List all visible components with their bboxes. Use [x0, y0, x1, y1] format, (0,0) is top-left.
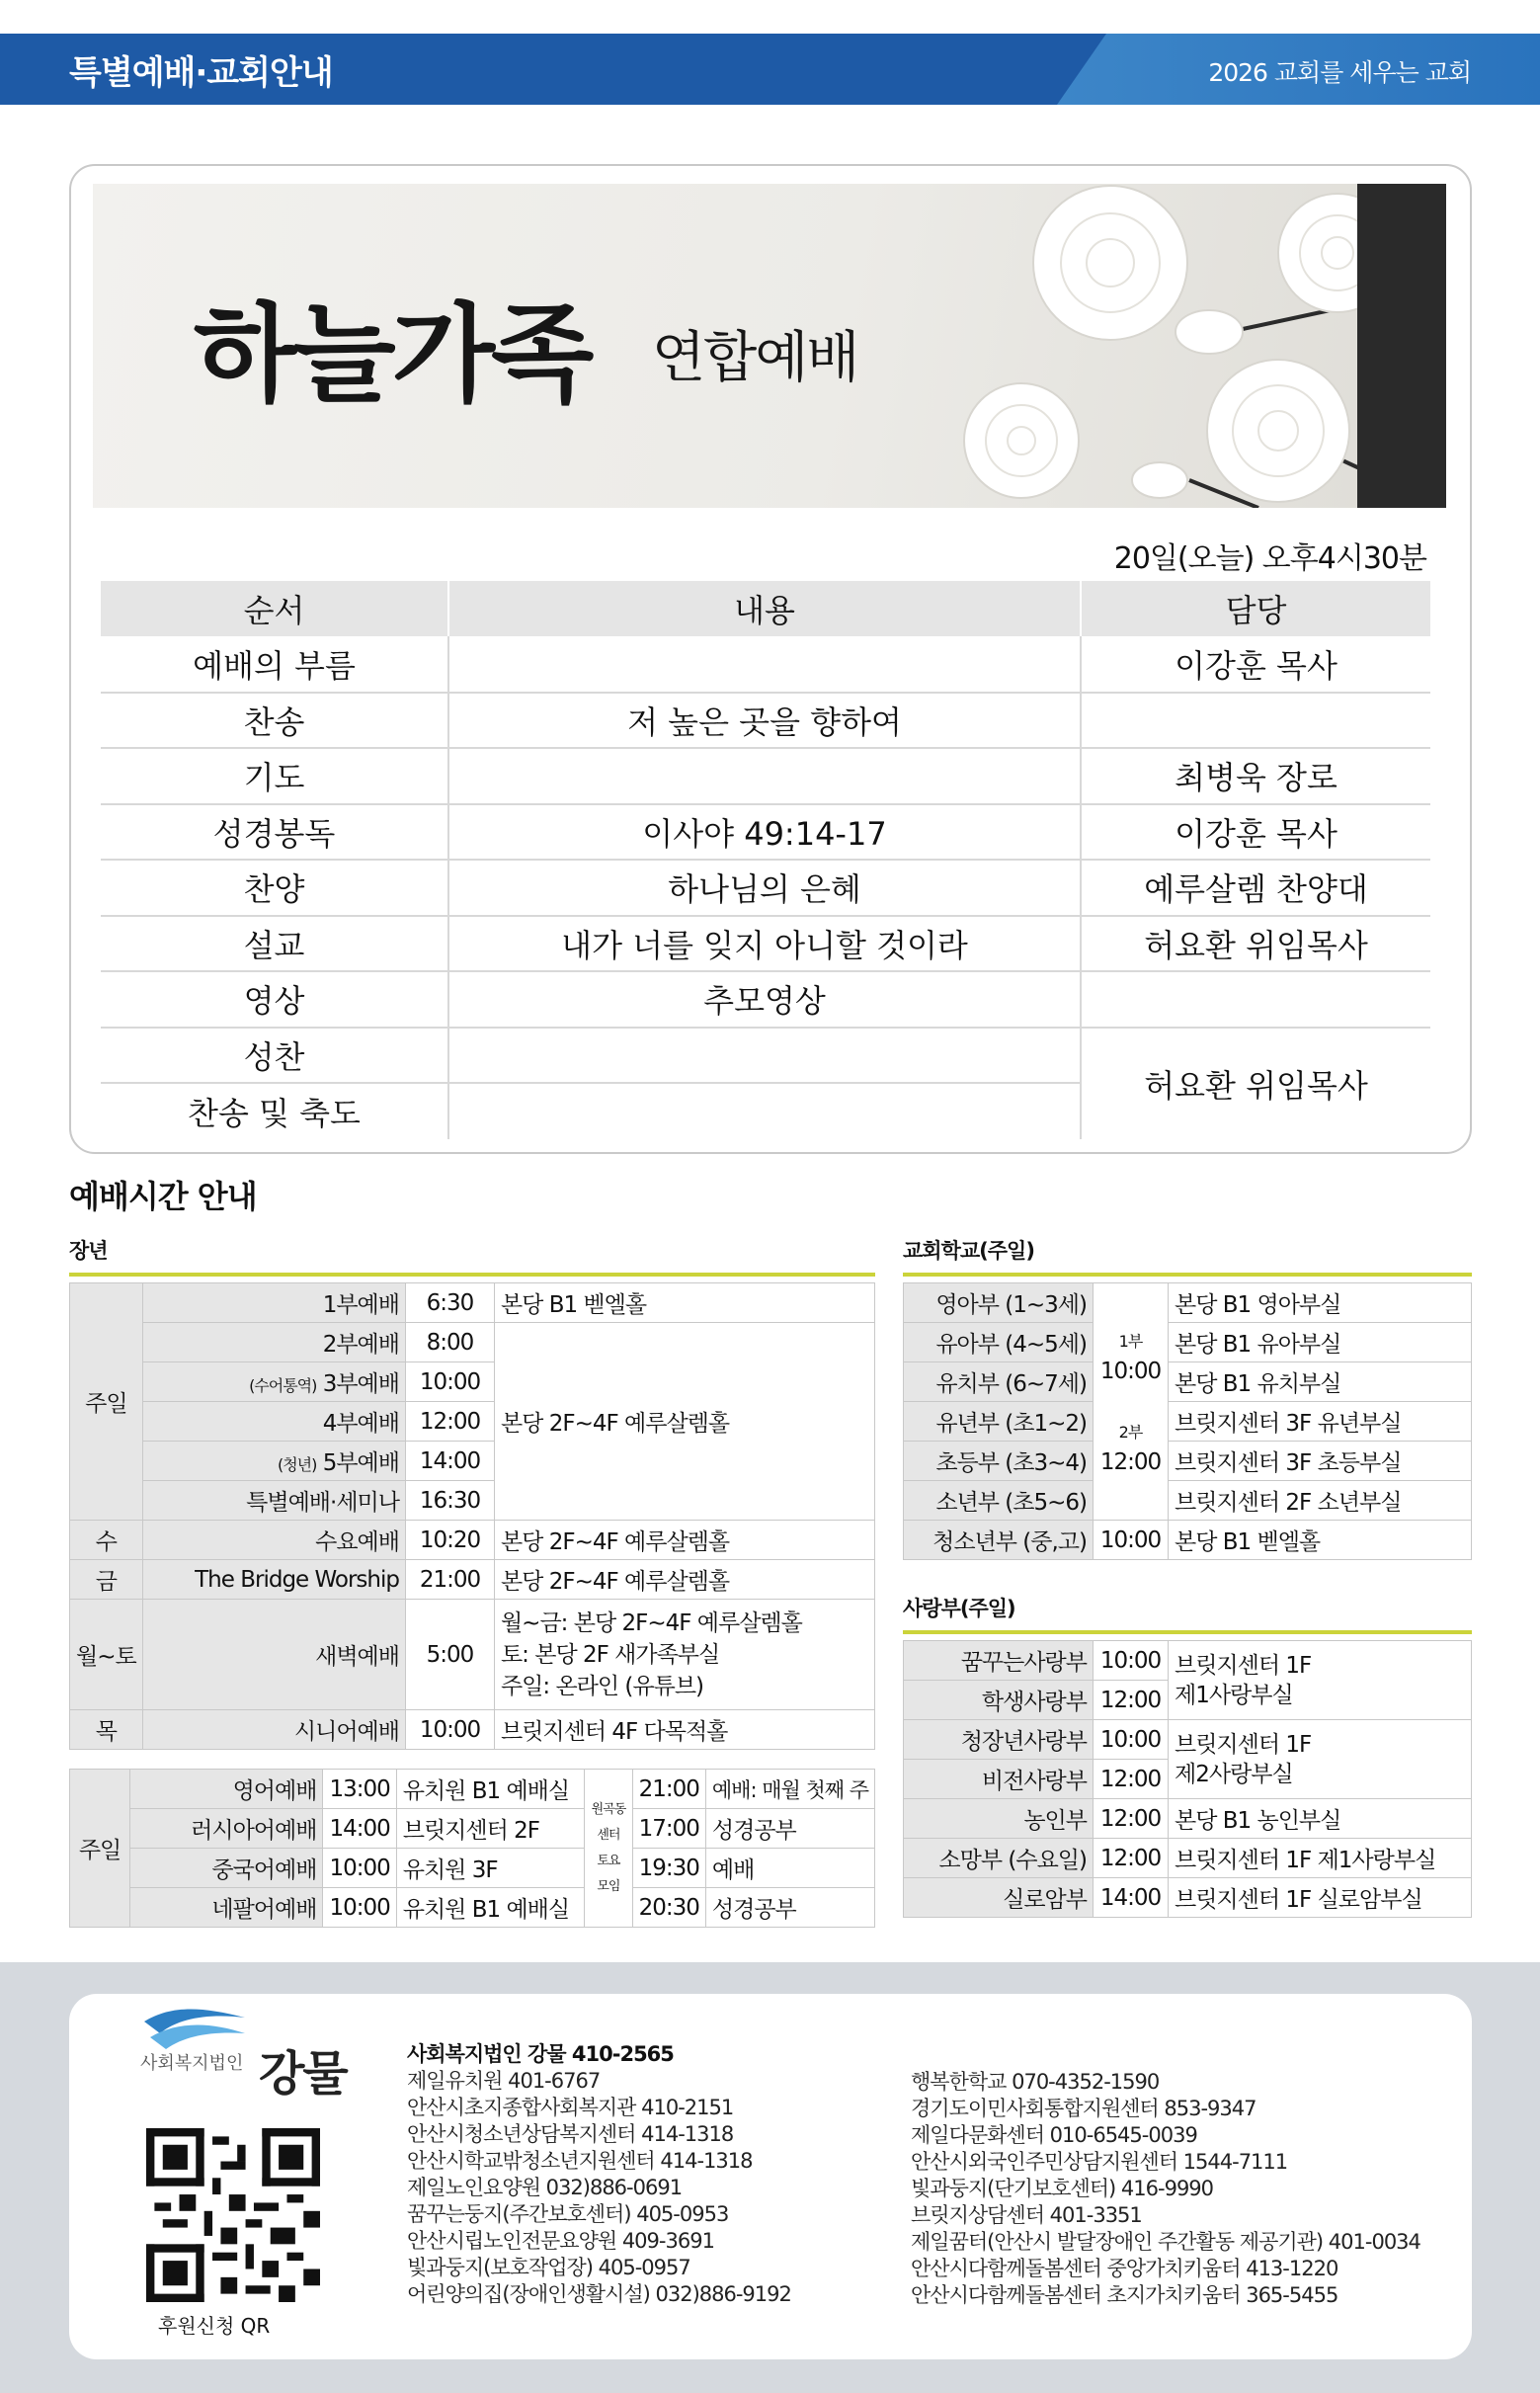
service-place: 유치원 3F [396, 1849, 585, 1888]
service-time: 10:00 [323, 1888, 396, 1928]
department-name: 유치부 (6~7세) [904, 1362, 1094, 1402]
table-row [904, 1839, 1472, 1878]
content-cell: 추모영상 [448, 971, 1081, 1028]
saturday-time: 17:00 [632, 1809, 705, 1849]
banner-title-big: 하늘가족 [194, 293, 591, 417]
worship-datetime: 20일(오늘) 오후4시30분 [1113, 541, 1426, 576]
contact-item: 행복한학교 070-4352-1590 [911, 2070, 1160, 2094]
day-cell: 수 [70, 1521, 143, 1560]
service-place [494, 1600, 874, 1710]
service-name: 러시아어예배 [130, 1809, 323, 1849]
contact-item: 빛과둥지(보호작업장) 405-0957 [407, 2256, 690, 2279]
day-cell: 주일 [70, 1283, 143, 1521]
session-times [1094, 1283, 1169, 1521]
department-place: 브릿지센터 3F 초등부실 [1169, 1442, 1472, 1481]
leader-cell: 허요환 위임목사 [1144, 1066, 1368, 1105]
table-row [70, 1283, 875, 1323]
day-cell: 금 [70, 1560, 143, 1600]
contact-item: 제일노인요양원 032)886-0691 [407, 2176, 683, 2199]
qr-label: 후원신청 QR [158, 2314, 271, 2338]
contact-item: 안산시외국인주민상담지원센터 1544-7111 [911, 2150, 1288, 2174]
dawn-place-saturday: 토: 본당 2F 새가족부실 [500, 1641, 720, 1668]
table-row [904, 1283, 1472, 1323]
place-line: 제2사랑부실 [1175, 1761, 1293, 1787]
wongok-label-part: 모임 [597, 1878, 620, 1894]
session1-label: 1부 [1118, 1331, 1143, 1351]
contact-item: 안산시초지종합사회복지관 410-2151 [407, 2096, 734, 2119]
service-time: 5:00 [405, 1600, 494, 1710]
service-name: 4부예배 [142, 1402, 405, 1442]
table-row [904, 1442, 1472, 1481]
service-name [142, 1362, 405, 1402]
saturday-program: 예배: 매월 첫째 주 [705, 1770, 874, 1809]
department-time: 12:00 [1094, 1839, 1169, 1878]
order-cell: 찬송 및 축도 [188, 1094, 361, 1132]
department-name: 청장년사랑부 [904, 1720, 1094, 1760]
department-name: 청소년부 (중,고) [904, 1521, 1094, 1560]
love-schedule-table [903, 1640, 1472, 1918]
session1-time: 10:00 [1099, 1358, 1162, 1384]
table-row [101, 748, 1430, 804]
department-name: 유아부 (4~5세) [904, 1323, 1094, 1362]
table-row [70, 1888, 875, 1928]
contact-item: 꿈꾸는둥지(주간보호센터) 405-0953 [407, 2202, 729, 2226]
content-cell [448, 636, 1081, 693]
day-cell: 월~토 [70, 1600, 143, 1710]
table-row [904, 1799, 1472, 1839]
banner-dark-edge [1357, 184, 1446, 508]
service-time: 21:00 [405, 1560, 494, 1600]
service-name [142, 1442, 405, 1481]
content-cell: 저 높은 곳을 향하여 [448, 693, 1081, 749]
service-place: 본당 2F~4F 예루살렘홀 [494, 1323, 874, 1521]
contact-item: 안산시청소년상담복지센터 414-1318 [407, 2122, 734, 2146]
wongok-label-part: 원곡동 [591, 1801, 626, 1817]
place-line: 브릿지센터 1F [1175, 1652, 1312, 1679]
service-time: 6:30 [405, 1283, 494, 1323]
contact-item: 제일꿈터(안산시 발달장애인 주간활동 제공기관) 401-0034 [911, 2230, 1420, 2254]
contact-item: 경기도이민사회통합지원센터 853-9347 [911, 2097, 1256, 2120]
service-name: 특별예배·세미나 [142, 1481, 405, 1521]
order-cell: 예배의 부름 [101, 636, 448, 693]
department-time: 14:00 [1094, 1878, 1169, 1918]
table-row [70, 1710, 875, 1750]
wongok-label-part: 토요 [597, 1853, 620, 1868]
department-name: 초등부 (초3~4) [904, 1442, 1094, 1481]
service-name: 네팔어예배 [130, 1888, 323, 1928]
service-time: 14:00 [405, 1442, 494, 1481]
table-row [904, 1521, 1472, 1560]
order-cell: 설교 [101, 916, 448, 972]
header-slogan: 2026 교회를 세우는 교회 [1208, 58, 1471, 87]
department-time: 12:00 [1094, 1799, 1169, 1839]
service-time: 12:00 [405, 1402, 494, 1442]
department-name: 영아부 (1~3세) [904, 1283, 1094, 1323]
service-name-label: 5부예배 [322, 1450, 399, 1476]
order-cell: 찬양 [101, 860, 448, 916]
service-name: 중국어예배 [130, 1849, 323, 1888]
saturday-time: 21:00 [632, 1770, 705, 1809]
table-row [70, 1560, 875, 1600]
table-row [904, 1878, 1472, 1918]
department-place: 본당 B1 유아부실 [1169, 1323, 1472, 1362]
department-place: 본당 B1 유치부실 [1169, 1362, 1472, 1402]
department-place: 본당 B1 농인부실 [1169, 1799, 1472, 1839]
service-time: 10:00 [323, 1849, 396, 1888]
order-cell: 기도 [101, 748, 448, 804]
leader-cell: 이강훈 목사 [1081, 636, 1430, 693]
contact-item: 사회복지법인 강물 410-2565 [407, 2042, 674, 2066]
table-row [904, 1641, 1472, 1681]
service-place: 본당 2F~4F 예루살렘홀 [494, 1560, 874, 1600]
table-row [101, 1028, 1430, 1084]
service-place: 본당 2F~4F 예루살렘홀 [494, 1521, 874, 1560]
table-row [101, 693, 1430, 749]
session-spacer [1099, 1386, 1162, 1418]
service-time: 14:00 [323, 1809, 396, 1849]
adult-schedule-table [69, 1282, 875, 1750]
table-row [70, 1600, 875, 1710]
department-place [1169, 1720, 1472, 1799]
contact-item: 어린양의집(장애인생활시설) 032)886-9192 [407, 2282, 791, 2306]
service-place: 브릿지센터 2F [396, 1809, 585, 1849]
leader-cell: 이강훈 목사 [1081, 804, 1430, 861]
department-time: 10:00 [1094, 1521, 1169, 1560]
department-place: 브릿지센터 3F 유년부실 [1169, 1402, 1472, 1442]
logo-name: 강물 [259, 2046, 347, 2102]
adult-heading: 장년 [69, 1235, 875, 1277]
content-cell: 이사야 49:14-17 [448, 804, 1081, 861]
day-cell: 주일 [70, 1770, 130, 1928]
table-header-row [101, 581, 1430, 636]
service-name [142, 1283, 405, 1323]
place-line: 제1사랑부실 [1175, 1682, 1293, 1708]
department-time: 10:00 [1094, 1641, 1169, 1681]
department-time: 12:00 [1094, 1681, 1169, 1720]
department-place: 브릿지센터 1F 제1사랑부실 [1169, 1839, 1472, 1878]
dawn-place-sunday: 주일: 온라인 (유튜브) [500, 1673, 704, 1699]
language-schedule-table [69, 1769, 875, 1928]
saturday-program: 성경공부 [705, 1888, 874, 1928]
session2-label: 2부 [1118, 1422, 1143, 1442]
content-cell: 내가 너를 잊지 아니할 것이라 [448, 916, 1081, 972]
table-row [101, 860, 1430, 916]
content-cell [448, 1028, 1081, 1084]
department-place: 본당 B1 영아부실 [1169, 1283, 1472, 1323]
service-prefix: (청년) [277, 1455, 317, 1474]
school-heading: 교회학교(주일) [903, 1235, 1472, 1277]
footer-contacts-right [911, 2069, 1420, 2309]
table-row [101, 971, 1430, 1028]
department-name: 실로암부 [904, 1878, 1094, 1918]
contact-item: 제일다문화센터 010-6545-0039 [911, 2123, 1197, 2147]
service-place: 브릿지센터 4F 다목적홀 [494, 1710, 874, 1750]
department-name: 비전사랑부 [904, 1760, 1094, 1799]
service-name: 영어예배 [130, 1770, 323, 1809]
department-name: 꿈꾸는사랑부 [904, 1641, 1094, 1681]
table-row [70, 1770, 875, 1809]
contact-item: 안산시다함께돌봄센터 초지가치키움터 365-5455 [911, 2283, 1338, 2307]
table-row [101, 804, 1430, 861]
school-schedule-table [903, 1282, 1472, 1560]
banner-title-small: 연합예배 [652, 326, 858, 390]
saturday-program: 예배 [705, 1849, 874, 1888]
wongok-label-part: 센터 [597, 1827, 620, 1843]
department-time: 12:00 [1094, 1760, 1169, 1799]
saturday-time: 20:30 [632, 1888, 705, 1928]
column-header: 내용 [448, 581, 1081, 636]
order-cell: 성경봉독 [101, 804, 448, 861]
session2-time: 12:00 [1099, 1448, 1162, 1475]
department-place: 브릿지센터 1F 실로암부실 [1169, 1878, 1472, 1918]
dawn-place-weekday: 월~금: 본당 2F~4F 예루살렘홀 [500, 1609, 802, 1636]
service-place: 본당 B1 벧엘홀 [494, 1283, 874, 1323]
service-time: 13:00 [323, 1770, 396, 1809]
contact-item: 빛과둥지(단기보호센터) 416-9990 [911, 2177, 1214, 2200]
service-place: 유치원 B1 예배실 [396, 1888, 585, 1928]
table-row [70, 1809, 875, 1849]
order-cell: 성찬 [101, 1028, 448, 1084]
service-name: The Bridge Worship [142, 1560, 405, 1600]
table-row [70, 1323, 875, 1362]
service-time: 8:00 [405, 1323, 494, 1362]
table-row [101, 916, 1430, 972]
service-name: 새벽예배 [142, 1600, 405, 1710]
content-cell [448, 1083, 1081, 1139]
table-row [101, 636, 1430, 693]
department-place [1169, 1641, 1472, 1720]
place-line: 브릿지센터 1F [1175, 1731, 1312, 1758]
service-name-label: 1부예배 [322, 1292, 399, 1318]
department-name: 유년부 (초1~2) [904, 1402, 1094, 1442]
page-title: 특별예배·교회안내 [69, 53, 333, 93]
order-cell: 영상 [101, 971, 448, 1028]
contact-item: 제일유치원 401-6767 [407, 2069, 601, 2093]
day-cell: 목 [70, 1710, 143, 1750]
leader-cell: 허요환 위임목사 [1081, 916, 1430, 972]
service-name: 수요예배 [142, 1521, 405, 1560]
service-name-label: 3부예배 [322, 1371, 399, 1397]
logo-subtext: 사회복지법인 [140, 2053, 244, 2074]
table-row [904, 1481, 1472, 1521]
wongok-center-label [585, 1770, 632, 1928]
department-name: 학생사랑부 [904, 1681, 1094, 1720]
worship-banner [93, 184, 1446, 508]
contact-item: 안산시다함께돌봄센터 중앙가치키움터 413-1220 [911, 2257, 1338, 2280]
contact-item: 안산시립노인전문요양원 409-3691 [407, 2229, 714, 2253]
service-time: 10:20 [405, 1521, 494, 1560]
service-place: 유치원 B1 예배실 [396, 1770, 585, 1809]
department-place: 브릿지센터 2F 소년부실 [1169, 1481, 1472, 1521]
department-name: 농인부 [904, 1799, 1094, 1839]
donation-qr-code[interactable] [146, 2128, 320, 2302]
leader-cell: 최병욱 장로 [1081, 748, 1430, 804]
love-heading: 사랑부(주일) [903, 1593, 1472, 1634]
content-cell [448, 748, 1081, 804]
table-row [70, 1849, 875, 1888]
department-place: 본당 B1 벧엘홀 [1169, 1521, 1472, 1560]
service-name: 시니어예배 [142, 1710, 405, 1750]
table-row [904, 1323, 1472, 1362]
leader-cell [1081, 693, 1430, 749]
service-time: 10:00 [405, 1362, 494, 1402]
header-bar [0, 34, 1540, 105]
service-name: 2부예배 [142, 1323, 405, 1362]
table-row [70, 1521, 875, 1560]
service-time: 10:00 [405, 1710, 494, 1750]
column-header: 순서 [101, 581, 448, 636]
service-prefix: (수어통역) [249, 1376, 317, 1395]
column-header: 담당 [1081, 581, 1430, 636]
order-cell: 찬송 [101, 693, 448, 749]
contact-item: 브릿지상담센터 401-3351 [911, 2203, 1142, 2227]
department-name: 소망부 (수요일) [904, 1839, 1094, 1878]
table-row [904, 1362, 1472, 1402]
content-cell: 하나님의 은혜 [448, 860, 1081, 916]
worship-order-table [101, 581, 1430, 1139]
table-row [904, 1720, 1472, 1760]
leader-cell [1081, 971, 1430, 1028]
contact-item: 안산시학교밖청소년지원센터 414-1318 [407, 2149, 753, 2173]
service-times-title: 예배시간 안내 [69, 1178, 257, 1215]
footer-contacts-left [407, 2041, 791, 2308]
saturday-program: 성경공부 [705, 1809, 874, 1849]
department-time: 10:00 [1094, 1720, 1169, 1760]
leader-cell: 예루살렘 찬양대 [1081, 860, 1430, 916]
table-row [904, 1402, 1472, 1442]
saturday-time: 19:30 [632, 1849, 705, 1888]
service-time: 16:30 [405, 1481, 494, 1521]
department-name: 소년부 (초5~6) [904, 1481, 1094, 1521]
